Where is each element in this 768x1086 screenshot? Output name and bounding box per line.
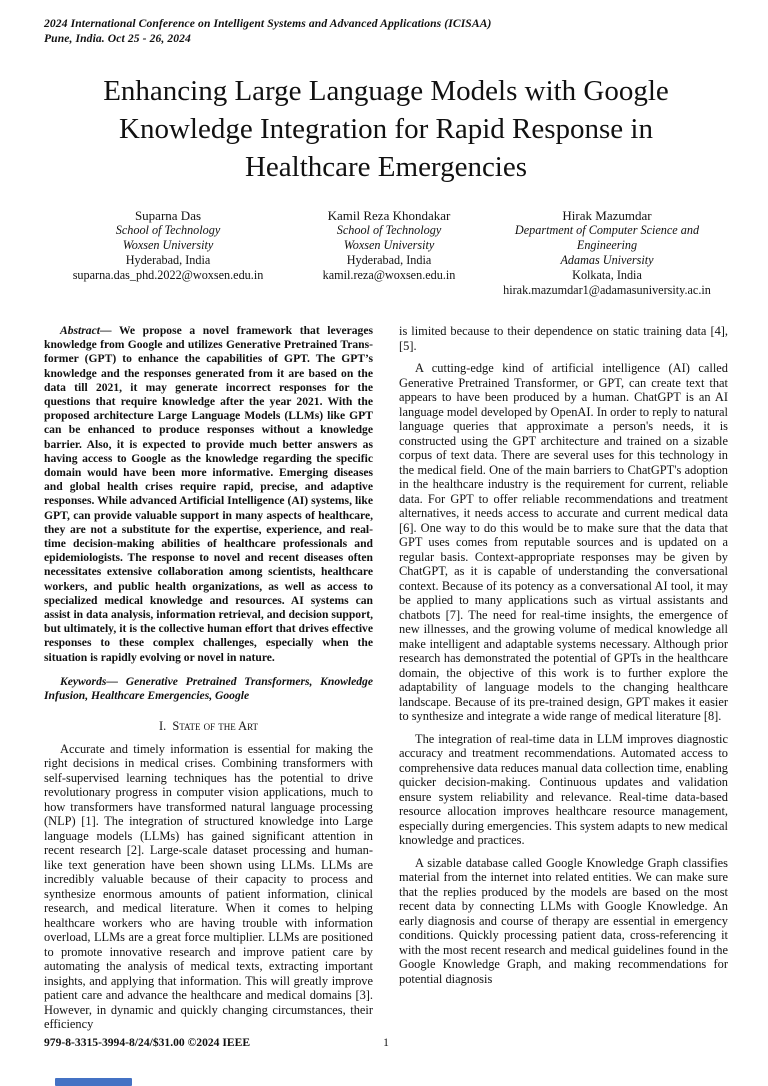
two-column-body bbox=[44, 324, 728, 1040]
author-university: Woxsen University bbox=[122, 238, 214, 252]
horizontal-scrollbar-thumb[interactable] bbox=[55, 1078, 132, 1086]
author-department: Department of Computer Science and Engineering bbox=[514, 223, 700, 252]
section-heading-1 bbox=[44, 719, 373, 734]
author-department: School of Technology bbox=[115, 223, 221, 237]
conference-header-line2: Pune, India. Oct 25 - 26, 2024 bbox=[44, 32, 191, 45]
author-name: Kamil Reza Khondakar bbox=[327, 208, 451, 223]
abstract-paragraph bbox=[44, 324, 373, 665]
author-email: kamil.reza@woxsen.edu.in bbox=[322, 268, 456, 282]
author-block-2 bbox=[284, 208, 494, 298]
right-column bbox=[399, 324, 728, 1040]
body-paragraph: The integration of real-time data in LLM improves diagnostic accuracy and treatment recommendations. Automated access to comprehensive data reduces manual data collection time, enabling quicker decision-making. Continuous updates and validation ensure system reliability and relevance. Real-time data-based resource allocation improves healthcare resource management, especially during emergencies. This system adapts to new medical knowledge and practices. bbox=[399, 731, 728, 847]
author-name: Hirak Mazumdar bbox=[562, 208, 652, 223]
author-email: hirak.mazumdar1@adamasuniversity.ac.in bbox=[503, 283, 711, 297]
keywords-label: Keywords— bbox=[60, 674, 118, 688]
abstract-text: We propose a novel framework that leverages knowledge from Google and utilizes Generative Pretrained Trans- former (GPT) to enhance the capabilities of GPT. The GPT’s knowledge and the responses generated from it are based on the data till 2021, it may generate incorrect responses for the questions that require knowledge after the year 2021. With the proposed architecture Large Language Models (LLMs) like GPT can be enhanced to produce responses without a knowledge barrier. Also, it is expected to provide much better answers as having access to Google as the knowledge regarding the specific domain would have been more informative. Emerging diseases and global health crises require rapid, precise, and adaptive responses. While advanced Artificial Intelligence (AI) systems, like GPT, can provide valuable support in many aspects of healthcare, they are not a substitute for the expertise, experience, and real-time decision-making abilities of healthcare professionals and epidemiologists. The response to novel and recent diseases often necessitates extensive collaboration among scientists, healthcare workers, and public health organizations, as well as access to specialized medical knowledge and resources. AI systems can assist in data analysis, information retrieval, and decision support, but ultimately, it is the collective human effort that drives effective responses to these complex challenges, especially when the situation is rapidly evolving or novel in nature. bbox=[44, 324, 373, 664]
author-city: Kolkata, India bbox=[572, 268, 642, 282]
section-title: State of the Art bbox=[172, 719, 259, 734]
author-university: Adamas University bbox=[560, 253, 654, 267]
conference-header-line1: 2024 International Conference on Intelligent Systems and Advanced Applications (ICISAA) bbox=[44, 17, 492, 30]
author-city: Hyderabad, India bbox=[125, 253, 211, 267]
body-paragraph: is limited because to their dependence on static training data [4], [5]. bbox=[399, 324, 728, 353]
section-number: I. bbox=[158, 719, 167, 734]
author-block-1 bbox=[52, 208, 284, 298]
keywords-text: Generative Pretrained Transformers, Knowledge Infusion, Healthcare Emergencies, Google bbox=[44, 674, 373, 703]
author-department: School of Technology bbox=[336, 223, 442, 237]
author-email: suparna.das_phd.2022@woxsen.edu.in bbox=[72, 268, 264, 282]
keywords-paragraph bbox=[44, 675, 373, 703]
page-number: 1 bbox=[383, 1036, 389, 1049]
author-block-3 bbox=[494, 208, 720, 298]
author-row bbox=[44, 208, 728, 298]
author-city: Hyderabad, India bbox=[346, 253, 432, 267]
conference-header bbox=[44, 16, 728, 46]
body-paragraph: Accurate and timely information is essential for making the right decisions in medical crises. Combining transformers with self-supervised learning techniques has the potential to drive revolutionary progress in computer vision applications, much to how transformers have transformed natural language processing (NLP) [1]. The integration of structured knowledge into Large language models (LLMs) has gained significant attention in recent research [2]. Large-scale dataset processing and human-like text generation have been shown using LLMs. LLMs are incredibly valuable because of their capacity to process and synthesize enormous amounts of patient information, clinical research, and medical literature. When it comes to helping healthcare workers who are having trouble with information overload, LLMs are a great force multiplier. LLMs are positioned to promote innovative research and improve patient care by automating the analysis of medical texts, extracting important insights, and applying that information. This will greatly improve patient care and advance the healthcare and medical domains [3]. However, in dynamic and quickly changing circumstances, their efficiency bbox=[44, 741, 373, 1032]
author-name: Suparna Das bbox=[134, 208, 202, 223]
copyright-notice: 979-8-3315-3994-8/24/$31.00 ©2024 IEEE bbox=[44, 1036, 251, 1049]
abstract-label: Abstract— bbox=[60, 324, 112, 337]
page-title: Enhancing Large Language Models with Google Knowledge Integration for Rapid Response in Healthcare Emergencies bbox=[103, 75, 669, 183]
body-paragraph: A sizable database called Google Knowledge Graph classifies material from the internet into related entities. We can make sure that the replies produced by the models are based on the most recent data by connecting LLMs with Google Knowledge. An early diagnosis and course of therapy are essential in emergency conditions. Quickly processing patient data, cross-referencing it with the most recent research and medical guidelines found in the Google Knowledge Graph, and making recommendations for potential diagnosis bbox=[399, 855, 728, 986]
author-university: Woxsen University bbox=[343, 238, 435, 252]
body-paragraph: A cutting-edge kind of artificial intelligence (AI) called Generative Pretrained Transformer, or GPT, can create text that appears to have been produced by a human. ChatGPT is an AI language model developed by OpenAI. In order to reply to natural language queries that approximate a person's needs, it is constructed using the GPT architecture and trained on a sizable corpus of text data. There are several uses for this technology in the medical field. One of the main barriers to ChatGPT's adoption in the healthcare industry is the requirement for current, reliable data. For GPT to offer reliable recommendations and treatment alternatives, it needs access to accurate and current medical data [6]. One way to do this would be to make sure that the data that GPT uses comes from reputable sources and is updated on a regular basis. Context-appropriate responses may be given by ChatGPT, as it is capable of understanding the conversational context. Because of its potency as a conversational AI tool, it may be applied to many applications such as virtual assistants and chatbots [7]. The need for real-time insights, the emergence of new illnesses, and the growing volume of medical knowledge all make intelligent and adaptable systems necessary. Although prior research has demonstrated the potential of GPTs in the healthcare domain, the objective of this work is to further explore the adaptability of language models to the changing healthcare landscape. Because of its pre-trained design, GPT makes it easier to synthesize and integrate a wide range of medical literature [8]. bbox=[399, 361, 728, 723]
left-column bbox=[44, 324, 373, 1040]
